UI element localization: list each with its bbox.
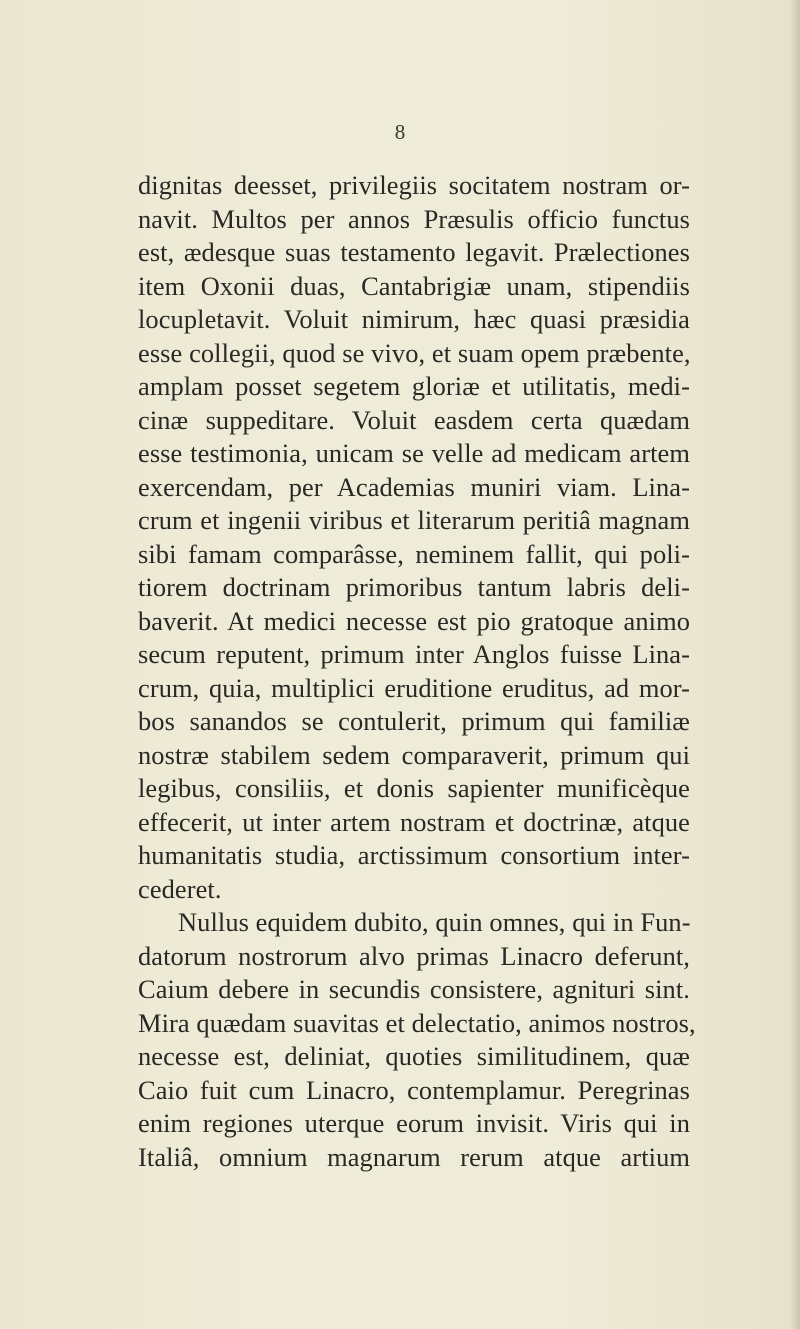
text-line: exercendam, per Academias muniri viam. Lina-: [138, 471, 690, 502]
text-line: Caio fuit cum Linacro, contemplamur. Peregrinas: [138, 1074, 690, 1105]
text-line: legibus, consiliis, et donis sapienter munificèque: [138, 773, 690, 803]
text-line: nostræ stabilem sedem comparaverit, primum qui: [138, 739, 690, 770]
text-line: cederet.: [138, 873, 222, 904]
text-line: crum, quia, multiplici eruditione eruditus, ad mor-: [138, 672, 690, 703]
text-line: amplam posset segetem gloriæ et utilitatis, medi-: [138, 371, 690, 401]
text-line: Italiâ, omnium magnarum rerum atque artium: [138, 1141, 690, 1172]
text-line: item Oxonii duas, Cantabrigiæ unam, stipendiis: [138, 270, 690, 301]
text-line: baverit. At medici necesse est pio gratoque animo: [138, 605, 690, 636]
body-text: [138, 169, 696, 1174]
text-line: crum et ingenii viribus et literarum peritiâ magnam: [138, 505, 690, 535]
text-line: Nullus equidem dubito, quin omnes, qui in Fun-: [178, 907, 691, 937]
text-line: Mira quædam suavitas et delectatio, animos nostros,: [138, 1007, 696, 1038]
page-edge-shadow: [790, 0, 800, 1329]
text-line: datorum nostrorum alvo primas Linacro deferunt,: [138, 940, 690, 971]
text-line: Caium debere in secundis consistere, agnituri sint.: [138, 974, 690, 1004]
text-line: est, ædesque suas testamento legavit. Prælectiones: [138, 237, 690, 267]
text-line: locupletavit. Voluit nimirum, hæc quasi præsidia: [138, 304, 690, 334]
paragraph: [138, 169, 690, 906]
text-line: esse collegii, quod se vivo, et suam opem præbente,: [138, 337, 691, 368]
text-line: necesse est, deliniat, quoties similitudinem, quæ: [138, 1041, 690, 1071]
text-line: tiorem doctrinam primoribus tantum labris deli-: [138, 572, 690, 602]
text-line: enim regiones uterque eorum invisit. Viris qui in: [138, 1108, 690, 1138]
text-line: sibi famam comparâsse, neminem fallit, qui poli-: [138, 538, 690, 569]
text-line: esse testimonia, unicam se velle ad medicam artem: [138, 438, 690, 468]
text-line: dignitas deesset, privilegiis socitatem nostram or-: [138, 170, 690, 200]
text-line: bos sanandos se contulerit, primum qui familiæ: [138, 706, 690, 736]
paragraph: [138, 906, 696, 1174]
text-line: secum reputent, primum inter Anglos fuisse Lina-: [138, 639, 690, 669]
page-number: 8: [394, 120, 406, 144]
text-line: navit. Multos per annos Præsulis officio functus: [138, 203, 690, 234]
text-line: effecerit, ut inter artem nostram et doctrinæ, atque: [138, 806, 690, 837]
text-line: cinæ suppeditare. Voluit easdem certa quædam: [138, 404, 690, 435]
text-line: humanitatis studia, arctissimum consortium inter-: [138, 840, 690, 870]
